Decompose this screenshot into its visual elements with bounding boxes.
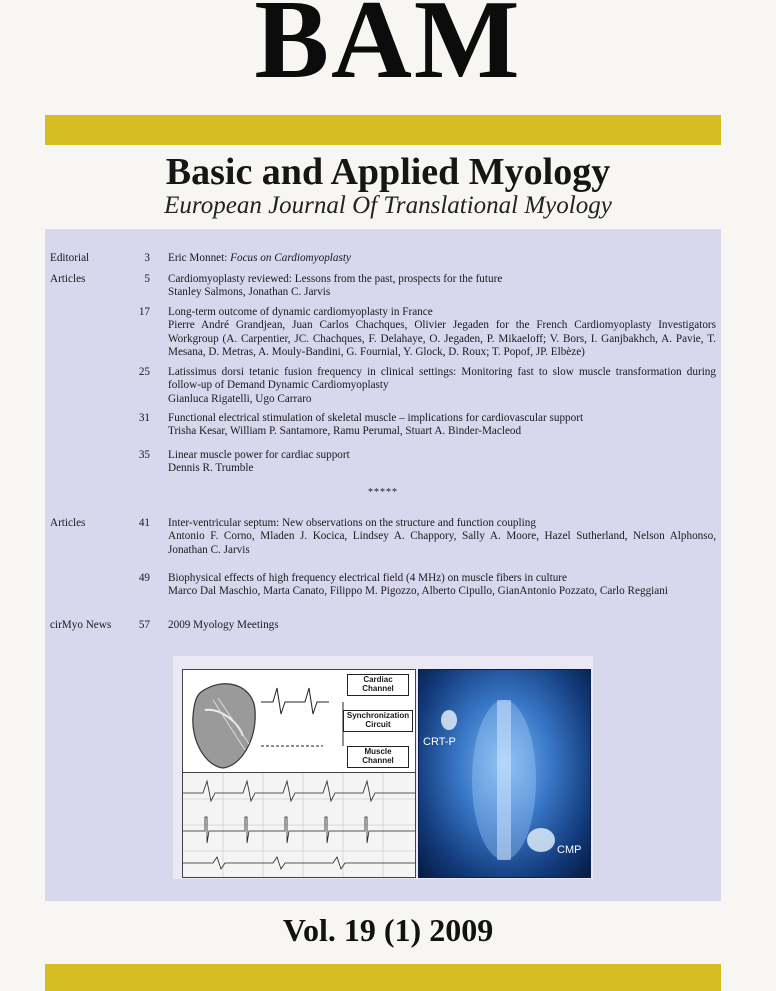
muscle-channel-box: Muscle Channel xyxy=(347,746,409,768)
toc-text xyxy=(168,366,716,406)
toc-text xyxy=(168,517,716,557)
toc-lead: Eric Monnet: xyxy=(168,252,228,264)
toc-text xyxy=(168,273,716,300)
pacing-diagram xyxy=(182,669,416,776)
section-separator: ***** xyxy=(368,487,398,498)
toc-title: Cardiomyoplasty reviewed: Lessons from the past, prospects for the future xyxy=(168,273,503,285)
bottom-accent-bar xyxy=(45,964,721,991)
toc-title: Long-term outcome of dynamic cardiomyoplasty in France xyxy=(168,306,433,318)
toc-title: Linear muscle power for cardiac support xyxy=(168,449,350,461)
journal-masthead: BAM xyxy=(254,0,522,102)
xray-label-cmp: CMP xyxy=(557,844,582,856)
toc-title: Inter-ventricular septum: New observations on the structure and function coupling xyxy=(168,517,536,529)
toc-authors: Pierre André Grandjean, Juan Carlos Chachques, Olivier Jegaden for the French Cardiomyoplasty Investigators Workgroup (A. Carpentier, JC. Chachques, F. Delahaye, O. Jegaden, P. Mikaeloff; V. Bors, I. Ganjbakhch, A. Pavie, T. Mesana, D. Metras, A. Mouly-Bandini, G. Fournial, Y. Glock, D. Roux; T. Popof, JP. Elbèze) xyxy=(168,319,716,359)
toc-text xyxy=(168,306,716,360)
cover-figure xyxy=(173,656,593,879)
toc-text xyxy=(168,449,716,476)
toc-title: Functional electrical stimulation of skeletal muscle – implications for cardiovascular support xyxy=(168,412,584,424)
ecg-strip xyxy=(182,772,416,878)
journal-title: Basic and Applied Myology xyxy=(165,151,611,193)
cardiac-channel-box: Cardiac Channel xyxy=(347,674,409,696)
toc-page: 49 xyxy=(138,572,150,584)
toc-section: Editorial xyxy=(50,252,90,264)
toc-title: 2009 Myology Meetings xyxy=(168,619,279,631)
top-accent-bar xyxy=(45,115,721,145)
toc-authors: Antonio F. Corno, Mladen J. Kocica, Lindsey A. Chappory, Sally A. Moore, Hazel Sutherland, Nelson Alphonso, Jonathan C. Jarvis xyxy=(168,530,716,556)
toc-page: 57 xyxy=(138,619,150,631)
toc-page: 5 xyxy=(144,273,150,285)
chest-xray xyxy=(418,669,591,878)
toc-text xyxy=(168,252,716,265)
toc-page: 17 xyxy=(138,306,150,318)
toc-lead-italic: Focus on Cardiomyoplasty xyxy=(230,252,351,264)
toc-authors: Trisha Kesar, William P. Santamore, Ramu Perumal, Stuart A. Binder-Macleod xyxy=(168,425,522,438)
toc-authors: Marco Dal Maschio, Marta Canato, Filippo M. Pigozzo, Alberto Cipullo, GianAntonio Pozzato, Carlo Reggiani xyxy=(168,585,668,598)
toc-authors: Stanley Salmons, Jonathan C. Jarvis xyxy=(168,286,331,299)
toc-section: cirMyo News xyxy=(50,619,112,631)
toc-page: 35 xyxy=(138,449,150,461)
toc-authors: Dennis R. Trumble xyxy=(168,462,254,475)
journal-subtitle: European Journal Of Translational Myology xyxy=(164,192,612,219)
toc-text xyxy=(168,572,716,599)
toc-text xyxy=(168,412,716,439)
volume-issue: Vol. 19 (1) 2009 xyxy=(282,912,494,948)
toc-page: 41 xyxy=(138,517,150,529)
toc-title: Biophysical effects of high frequency electrical field (4 MHz) on muscle fibers in culture xyxy=(168,572,567,584)
sync-circuit-box: Synchronization Circuit xyxy=(343,710,413,732)
toc-section: Articles xyxy=(50,273,86,285)
toc-page: 3 xyxy=(144,252,150,264)
toc-page: 31 xyxy=(138,412,150,424)
xray-label-crtp: CRT-P xyxy=(423,736,456,748)
ecg-trace xyxy=(183,773,415,877)
toc-authors: Gianluca Rigatelli, Ugo Carraro xyxy=(168,392,312,405)
toc-section: Articles xyxy=(50,517,86,529)
toc-text xyxy=(168,619,716,632)
toc-page: 25 xyxy=(138,366,150,378)
toc-title: Latissimus dorsi tetanic fusion frequency in clinical settings: Monitoring fast to slow muscle transformation during follow-up of Demand Dynamic Cardiomyoplasty xyxy=(168,366,716,392)
